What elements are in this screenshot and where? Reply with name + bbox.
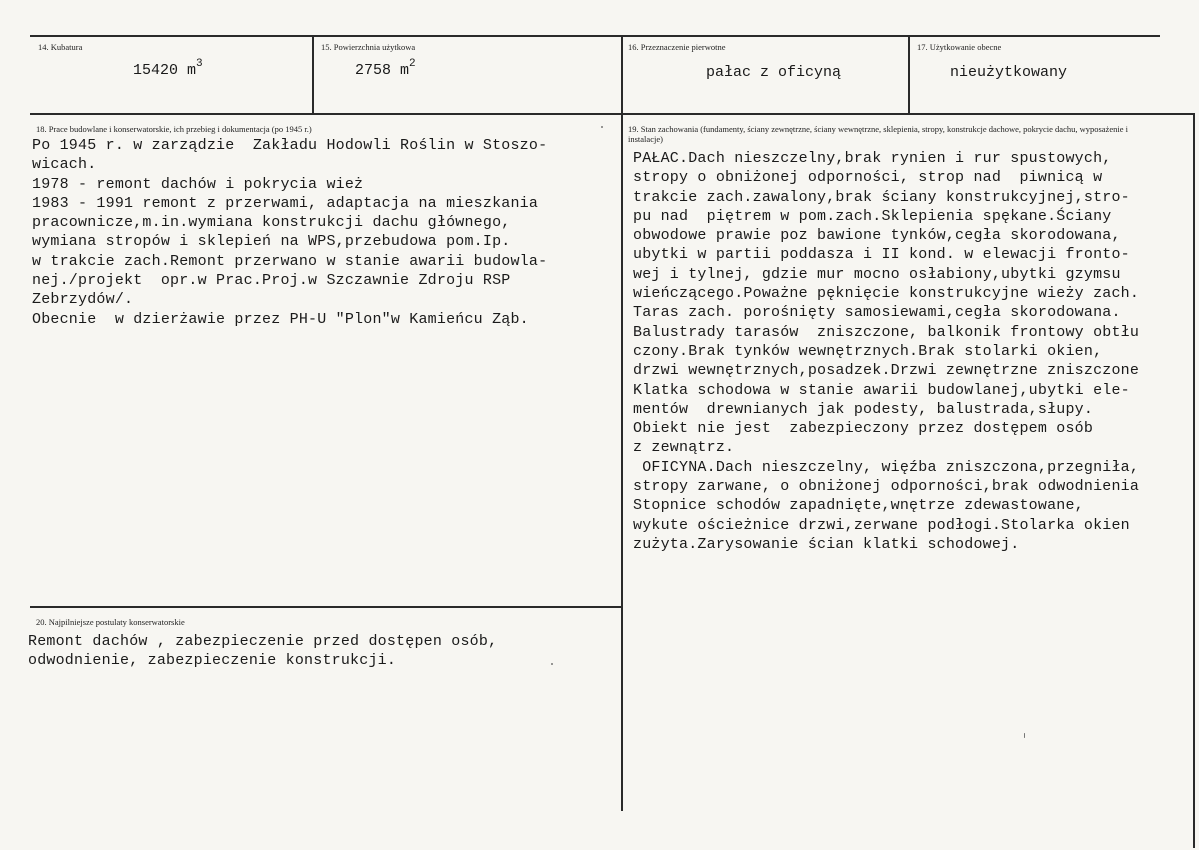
text-line: wykute ościeżnice drzwi,zerwane podłogi.Stolarka okien [633, 516, 1130, 534]
field-powierzchnia-label: 15. Powierzchnia użytkowa [321, 42, 416, 52]
field-powierzchnia-value [355, 58, 416, 79]
text-line: pracownicze,m.in.wymiana konstrukcji dachu głównego, [32, 214, 511, 232]
field-przeznaczenie-value: pałac z oficyną [706, 64, 842, 81]
text-line: trakcie zach.zawalony,brak ściany konstrukcyjnej,stro- [633, 188, 1130, 206]
field-kubatura-label: 14. Kubatura [38, 42, 83, 52]
text-line: OFICYNA.Dach nieszczelny, więźba zniszczona,przegniła, [633, 458, 1140, 476]
right-edge-rule [1193, 113, 1195, 848]
field-uzytkowanie-value: nieużytkowany [950, 64, 1068, 81]
text-line: zużyta.Zarysowanie ścian klatki schodowej. [633, 535, 1020, 553]
text-line: wymiana stropów i sklepień na WPS,przebudowa pom.Ip. [32, 233, 511, 251]
text-line: stropy o obniżonej odporności, strop nad piwnicą w [633, 169, 1103, 187]
text-line: w trakcie zach.Remont przerwano w stanie awarii budowla- [32, 252, 548, 270]
text-line: Obiekt nie jest zabezpieczony przez dostępem osób [633, 420, 1094, 438]
text-line: z zewnątrz. [633, 439, 735, 457]
text-line: Balustrady tarasów zniszczone, balkonik frontowy obtłu [633, 323, 1140, 341]
field-stan-label: 19. Stan zachowania (fundamenty, ściany zewnętrzne, ściany wewnętrzne, sklepienia, stropy, konstrukcje dachowe, pokrycie dachu, wyposażenie i instalacje) [628, 124, 1128, 144]
row2-bottom-rule [30, 606, 622, 608]
powierzchnia-number: 2758 m [355, 62, 410, 79]
text-line: Stopnice schodów zapadnięte,wnętrze zdewastowane, [633, 497, 1084, 515]
text-line: drzwi wewnętrznych,posadzek.Drzwi zewnętrzne zniszczone [633, 362, 1140, 380]
text-line: Taras zach. porośnięty samosiewami,cegła skorodowana. [633, 304, 1121, 322]
text-line: czony.Brak tynków wewnętrznych.Brak stolarki okien, [633, 342, 1103, 360]
paper-speck [1024, 733, 1025, 738]
text-line: 1978 - remont dachów i pokrycia wież [32, 175, 364, 193]
text-line: wej i tylnej, gdzie mur mocno osłabiony,ubytki gzymsu [633, 265, 1121, 283]
text-line: wicach. [32, 156, 97, 174]
text-line: stropy zarwane, o obniżonej odporności,brak odwodnienia [633, 478, 1140, 496]
field-postulaty-text [28, 632, 497, 671]
text-line: obwodowe prawie poz bawione tynków,cegła skorodowana, [633, 227, 1121, 245]
text-line: ubytki w partii poddasza i II kond. w elewacji fronto- [633, 246, 1130, 264]
divider-16-17 [908, 35, 910, 115]
divider-center [621, 35, 623, 811]
text-line: mentów drewnianych jak podesty, balustrada,słupy. [633, 400, 1094, 418]
text-line: odwodnienie, zabezpieczenie konstrukcji. [28, 652, 397, 670]
top-rule [30, 35, 1160, 37]
field-postulaty-label: 20. Najpilniejsze postulaty konserwatorskie [36, 617, 185, 627]
kubatura-number: 15420 m [133, 62, 197, 79]
text-line: pu nad piętrem w pom.zach.Sklepienia spękane.Ściany [633, 207, 1112, 225]
text-line: Klatka schodowa w stanie awarii budowlanej,ubytki ele- [633, 381, 1130, 399]
field-kubatura-value [133, 58, 203, 79]
divider-14-15 [312, 35, 314, 115]
text-line: wieńczącego.Poważne pęknięcie konstrukcyjne wieży zach. [633, 285, 1140, 303]
text-line: Zebrzydów/. [32, 291, 134, 309]
field-prace-text [32, 136, 547, 329]
text-line: PAŁAC.Dach nieszczelny,brak rynien i rur spustowych, [633, 150, 1112, 167]
field-uzytkowanie-label: 17. Użytkowanie obecne [917, 42, 1002, 52]
text-line: nej./projekt opr.w Prac.Proj.w Szczawnie Zdroju RSP [32, 272, 511, 290]
text-line: Po 1945 r. w zarządzie Zakładu Hodowli Roślin w Stoszo- [32, 137, 548, 154]
field-prace-label: 18. Prace budowlane i konserwatorskie, ich przebieg i dokumentacja (po 1945 r.) [36, 124, 312, 134]
text-line: Remont dachów , zabezpieczenie przed dostępen osób, [28, 633, 498, 650]
kubatura-exponent: 3 [196, 58, 203, 70]
paper-speck [551, 663, 553, 665]
powierzchnia-exponent: 2 [409, 58, 416, 70]
field-przeznaczenie-label: 16. Przeznaczenie pierwotne [628, 42, 726, 52]
field-stan-text [633, 149, 1139, 554]
text-line: Obecnie w dzierżawie przez PH-U "Plon"w Kamieńcu Ząb. [32, 310, 529, 328]
paper-speck [601, 126, 603, 128]
row1-bottom-rule [30, 113, 1195, 115]
text-line: 1983 - 1991 remont z przerwami, adaptacja na mieszkania [32, 194, 539, 212]
